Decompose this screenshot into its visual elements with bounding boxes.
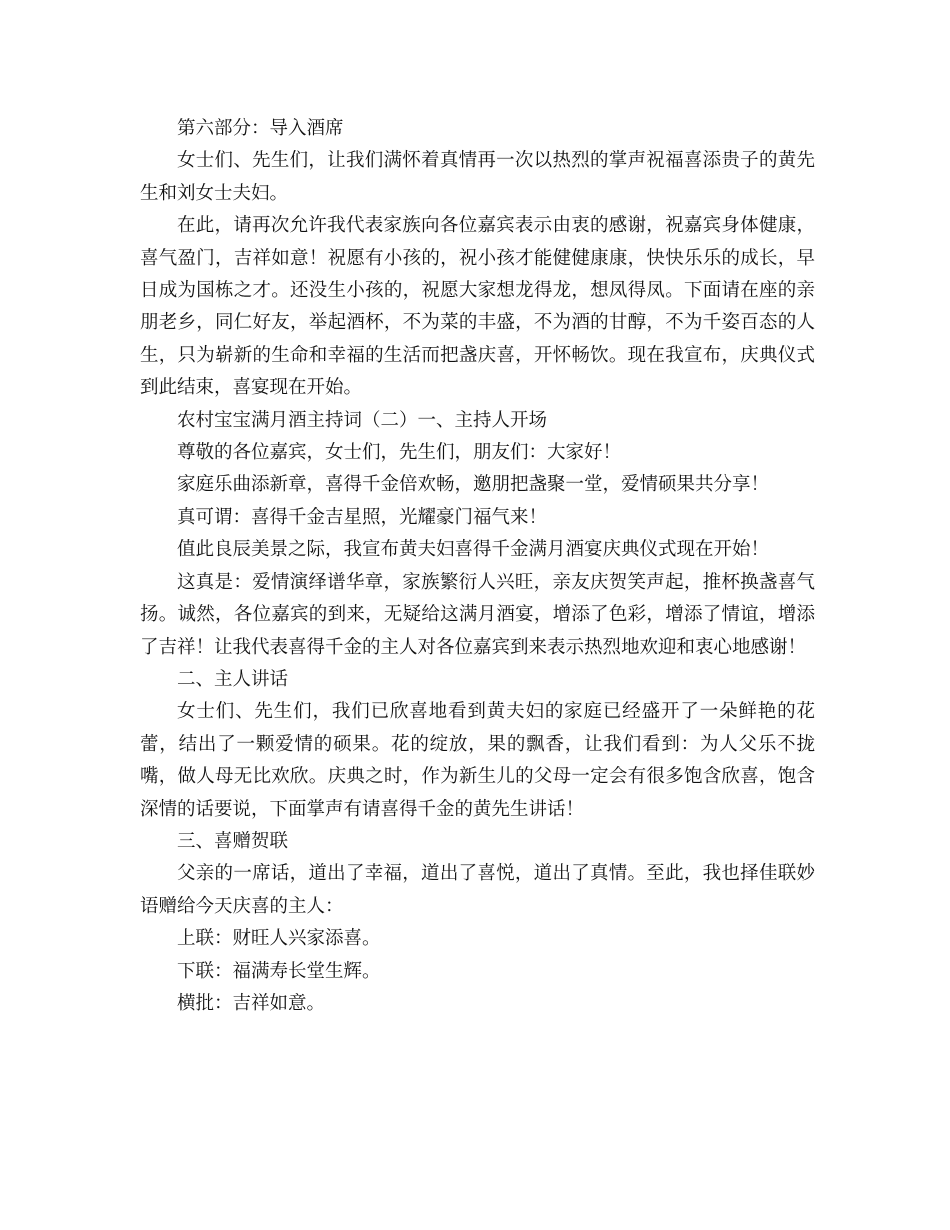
couplet-first-line: 上联：财旺人兴家添喜。 [177, 928, 381, 950]
paragraph: 在此，请再次允许我代表家族向各位嘉宾表示由衷的感谢，祝嘉宾身体健康，喜气盈门，吉祥如意！祝愿有小孩的，祝小孩才能健健康康，快快乐乐的成长，早日成为国栋之才。还没生小孩的，祝愿大家想龙得龙，想凤得凤。下面请在座的亲朋老乡，同仁好友，举起酒杯，不为菜的丰盛，不为酒的甘醇，不为千姿百态的人生，只为崭新的生命和幸福的生活而把盏庆喜，开怀畅饮。现在我宣布，庆典仪式到此结束，喜宴现在开始。 [140, 215, 815, 399]
document-body [140, 113, 815, 1020]
section-heading-couplet: 三、喜赠贺联 [177, 830, 289, 852]
couplet-horizontal-scroll: 横批：吉祥如意。 [177, 992, 326, 1014]
couplet-second-line: 下联：福满寿长堂生辉。 [177, 960, 381, 982]
paragraph: 家庭乐曲添新章，喜得千金倍欢畅，邀朋把盏聚一堂，爱情硕果共分享！ [177, 474, 770, 496]
paragraph: 真可谓：喜得千金吉星照，光耀豪门福气来！ [177, 506, 548, 528]
section-heading-part-six: 第六部分：导入酒席 [177, 118, 344, 139]
paragraph: 父亲的一席话，道出了幸福，道出了喜悦，道出了真情。至此，我也择佳联妙语赠给今天庆喜的主人： [140, 863, 815, 917]
paragraph: 尊敬的各位嘉宾，女士们，先生们，朋友们：大家好！ [177, 442, 622, 464]
paragraph: 女士们、先生们，让我们满怀着真情再一次以热烈的掌声祝福喜添贵子的黄先生和刘女士夫妇。 [140, 150, 815, 204]
paragraph: 女士们、先生们，我们已欣喜地看到黄夫妇的家庭已经盛开了一朵鲜艳的花蕾，结出了一颗爱情的硕果。花的绽放，果的飘香，让我们看到：为人父乐不拢嘴，做人母无比欢欣。庆典之时，作为新生儿的父母一定会有很多饱含欣喜，饱含深情的话要说，下面掌声有请喜得千金的黄先生讲话！ [140, 701, 815, 820]
section-heading-script-two: 农村宝宝满月酒主持词（二）一、主持人开场 [177, 409, 548, 431]
paragraph: 这真是：爱情演绎谱华章，家族繁衍人兴旺，亲友庆贺笑声起，推杯换盏喜气扬。诚然，各位嘉宾的到来，无疑给这满月酒宴，增添了色彩，增添了情谊，增添了吉祥！让我代表喜得千金的主人对各位嘉宾到来表示热烈地欢迎和衷心地感谢！ [140, 571, 815, 658]
section-heading-host-speech: 二、主人讲话 [177, 668, 289, 690]
paragraph: 值此良辰美景之际，我宣布黄夫妇喜得千金满月酒宴庆典仪式现在开始！ [177, 539, 770, 561]
